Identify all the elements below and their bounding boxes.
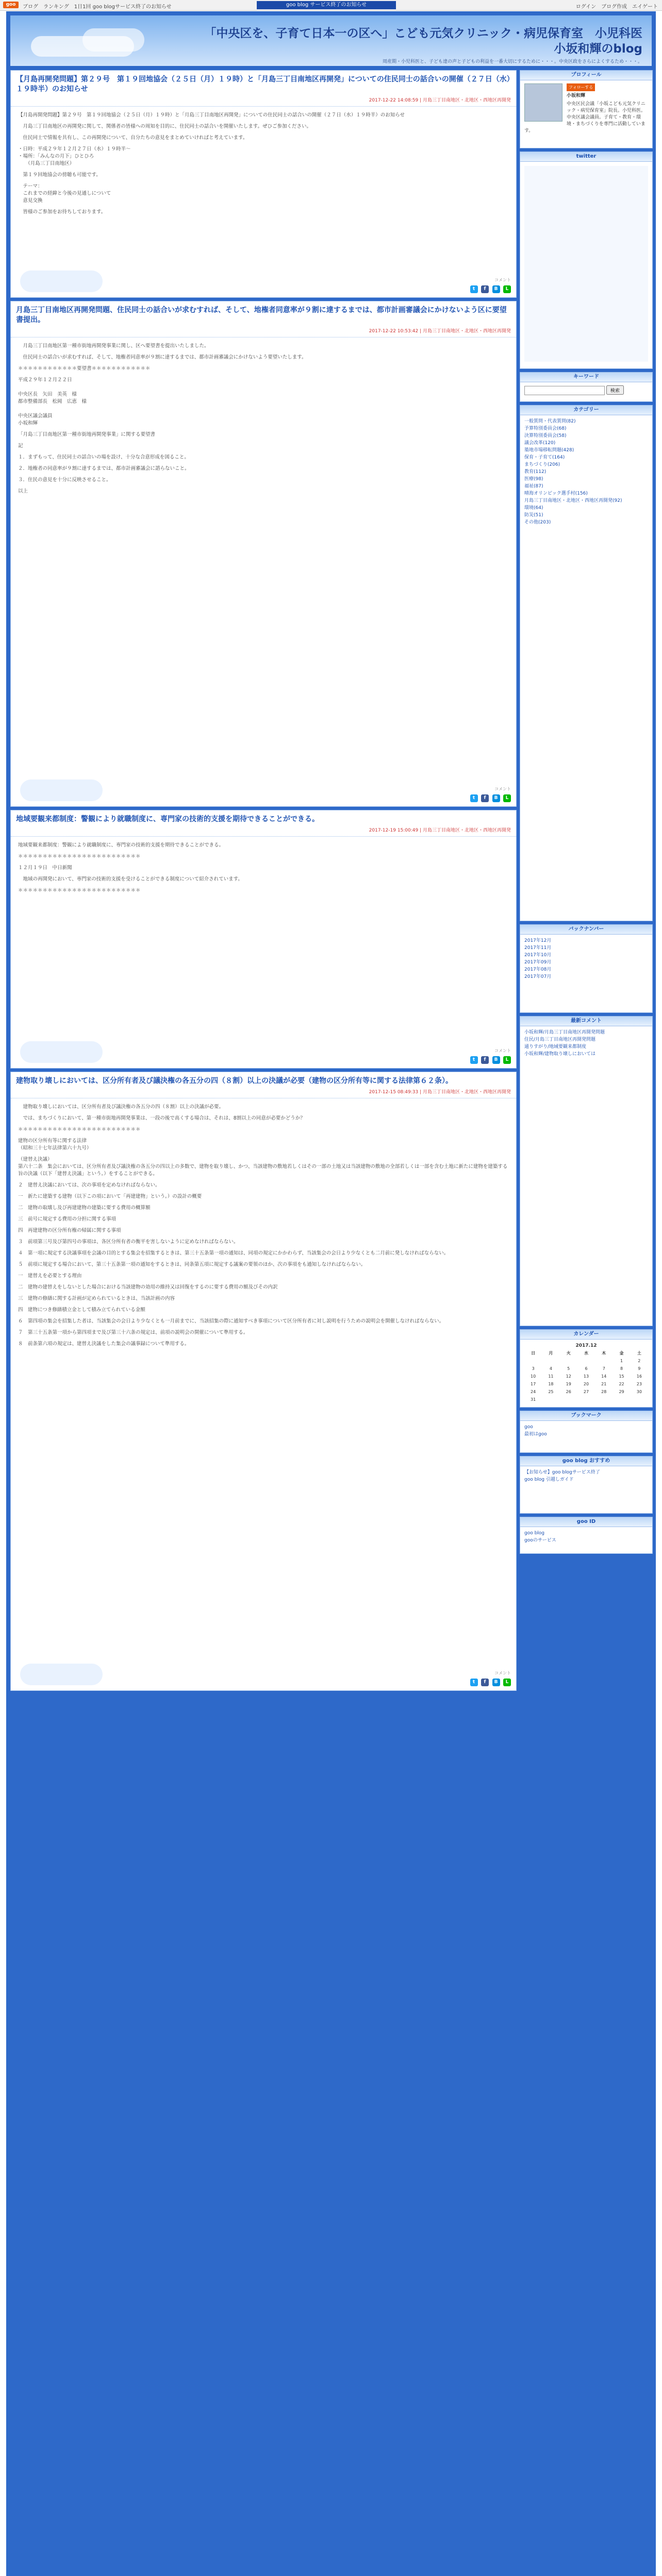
calendar-day[interactable]: 18 [548, 1382, 554, 1386]
comment-link[interactable]: コメント [494, 278, 511, 282]
goo-id-heading: goo ID [520, 1517, 652, 1527]
bookmark-box [520, 1411, 653, 1453]
category-link[interactable]: まちづくり(206) [524, 462, 560, 467]
line-share-icon[interactable]: L [503, 1679, 511, 1686]
entry-paragraph: ６ 第四項の集会を招集した者は、当該集会の会日より少なくとも一月前までに、当該招集の際に通知すべき事項について区分所有者に対し説明を行うための説明会を開催しなければならない。 [18, 1318, 444, 1324]
calendar-day[interactable]: 5 [567, 1366, 570, 1371]
calendar-weekday: 木 [602, 1351, 606, 1355]
entry-paragraph: 建物取り壊しにおいては、区分所有者及び議決権の各五分の四（８割）以上の決議が必要。 [18, 1104, 224, 1110]
calendar-day[interactable]: 15 [619, 1374, 624, 1379]
topbar-links[interactable]: ブログ ランキング 1日1回 goo blogサービス終了のお知らせ [23, 4, 172, 10]
goo-blog-box [520, 1456, 653, 1514]
entry-paragraph: ＊＊＊＊＊＊＊＊＊＊＊＊＊＊＊＊＊＊＊＊＊＊＊＊＊ [18, 1127, 141, 1132]
twitter-share-icon[interactable]: t [470, 1679, 478, 1686]
calendar-day[interactable]: 13 [583, 1374, 589, 1379]
calendar-day[interactable] [542, 1396, 559, 1403]
goo-blog-heading: goo blog おすすめ [520, 1456, 652, 1466]
calendar-day[interactable]: 28 [601, 1389, 607, 1394]
facebook-share-icon[interactable]: f [481, 1679, 489, 1686]
entry-paragraph: ＊＊＊＊＊＊＊＊＊＊＊＊＊＊＊＊＊＊＊＊＊＊＊＊＊ [18, 888, 141, 893]
category-link[interactable]: 予算特別委員会(68) [524, 426, 567, 431]
facebook-share-icon[interactable]: f [481, 1056, 489, 1064]
profile-heading: プロフィール [520, 71, 652, 80]
entry-title[interactable]: 地域要観来都制度：警観により就職制度に、専門家の技術的支援を期待できることができる。 [16, 815, 319, 823]
calendar-day[interactable]: 7 [602, 1366, 605, 1371]
blog-entry [10, 301, 517, 807]
calendar-day[interactable]: 10 [531, 1374, 536, 1379]
backnumber-list [524, 938, 648, 981]
calendar-day[interactable]: 26 [566, 1389, 571, 1394]
profile-text: 中央区民会議「小坂こども元気クリニック・病児保育室」院長。小児科医。中央区議会議員。子育て・教育・環境・まちづくりを専門に活動しています。 [524, 101, 646, 133]
header-cloud [82, 28, 144, 52]
entry-body [11, 107, 516, 225]
calendar-day[interactable]: 1 [620, 1359, 623, 1363]
calendar-day[interactable]: 29 [619, 1389, 624, 1394]
recent-comment-link[interactable]: 住民/月島三丁目南地区再開発問題 [524, 1037, 596, 1042]
category-list [524, 418, 648, 527]
recent-comments-box [520, 1016, 653, 1326]
entry-paragraph: 一 新たに建築する建物（以下この項において「再建建物」という。）の設計の概要 [18, 1194, 202, 1199]
backnumber-link[interactable]: 2017年10月 [524, 953, 552, 958]
calendar-day[interactable]: 23 [636, 1382, 642, 1386]
calendar-week [524, 1372, 648, 1380]
calendar-day[interactable]: 9 [638, 1366, 641, 1371]
entry-paragraph: ＊＊＊＊＊＊＊＊＊＊＊＊要望書＊＊＊＊＊＊＊＊＊＊＊＊ [18, 366, 151, 371]
entry-paragraph: １．まずもって、住民同士の話合いの場を設け、十分な合意形成を図ること。 [18, 454, 189, 460]
entry-body [11, 1098, 516, 1357]
entry-date-category[interactable]: 2017-12-22 10:53:42 | 月島三丁目南地区・北地区・西地区再開発 [369, 329, 511, 334]
entry-paragraph: ・日時：平成２９年１２月２７日（水）１９時半〜 ・場所：「みんなの月下」ひとひろ （月島三丁目南地区） [18, 146, 131, 166]
calendar-day[interactable] [613, 1396, 630, 1403]
calendar-day[interactable]: 21 [601, 1382, 607, 1386]
recent-comments-heading: 最新コメント [520, 1016, 652, 1026]
line-share-icon[interactable]: L [503, 794, 511, 802]
calendar-day[interactable]: 31 [531, 1397, 536, 1402]
backnumber-link[interactable]: 2017年08月 [524, 967, 552, 972]
entry-paragraph: 皆様のご参加をお待ちしております。 [18, 209, 106, 215]
recent-comment-link[interactable]: 小坂和輝/月島三丁目南地区再開発問題 [524, 1030, 605, 1035]
entry-title[interactable]: 月島三丁目南地区再開発問題、住民同士の話合いが求むすれば、そして、地権者同意率が９割に達するまでは、都市計画審議会にかけないよう区に要望書提出。 [16, 306, 507, 324]
entry-header [11, 71, 516, 107]
calendar-day[interactable] [542, 1357, 559, 1365]
entry-paragraph: 「月島三丁目南地区第一種市街地再開発事業」に関する要望書 [18, 432, 156, 437]
category-link[interactable]: 一般質問・代表質問(82) [524, 419, 576, 424]
hatena-bookmark-icon[interactable]: B [492, 794, 500, 802]
calendar-weekday: 水 [584, 1351, 588, 1355]
entry-paragraph: ２ 建替え決議においては、次の事項を定めなければならない。 [18, 1182, 160, 1188]
backnumber-heading: バックナンバー [520, 925, 652, 935]
entry-title[interactable]: 建物取り壊しにおいては、区分所有者及び議決権の各五分の四（８割）以上の決議が必要（建物の区分所有等に関する法律第６２条）。 [16, 1077, 453, 1085]
entry-paragraph: ３ 前項第三号及び第四号の事項は、各区分所有者の衡平を害しないように定めなければならない。 [18, 1239, 239, 1245]
entry-paragraph: （建替え決議） 第六十二条 集会においては、区分所有者及び議決権の各五分の四以上の多数で、建物を取り壊し、かつ、当該建物の敷地若しくはその一部の土地又は当該建物の敷地の全部若しくは一部を含む土地に新たに建物を建築する旨の決議（以下「建替え決議」という。）をすることができる。 [18, 1157, 508, 1177]
entry-date-category[interactable]: 2017-12-22 14:08:59 | 月島三丁目南地区・北地区・西地区再開発 [369, 98, 511, 103]
goo-blog-list [524, 1469, 648, 1484]
category-box [520, 405, 653, 921]
category-link[interactable]: 築地市場移転問題(428) [524, 448, 574, 453]
topbar-right-links[interactable]: ログイン ブログ作成 エイゲート [575, 4, 658, 10]
calendar-day[interactable] [524, 1357, 542, 1365]
entry-title[interactable]: 【月島再開発問題】第２９号 第１９回地協会（２５日（月）１９時）と「月島三丁目南地区再開発」についての住民同士の話合いの開催（２７日（水）１９時半）のお知らせ [16, 75, 510, 93]
category-link[interactable]: 晴海オリンピック選手村(156) [524, 491, 588, 496]
calendar-day[interactable]: 27 [583, 1389, 589, 1394]
topbar-notice[interactable]: goo blog サービス終了のお知らせ [257, 1, 396, 9]
blog-description: 周産期・小児科医と、子ども達の声と子どもの利益を一番大切にするために・・・。中央区政をさらによくするため・・・。 [382, 59, 642, 64]
entry-paragraph: ３．住民の意見を十分に反映させること。 [18, 477, 111, 483]
entry-cloud-decoration [20, 1664, 103, 1685]
blog-entry [10, 70, 517, 298]
entry-date-category[interactable]: 2017-12-19 15:00:49 | 月島三丁目南地区・北地区・西地区再開発 [369, 828, 511, 833]
calendar-day[interactable]: 30 [636, 1389, 642, 1394]
entry-paragraph: 四 建物につき修繕積立金として積み立てられている金額 [18, 1307, 145, 1313]
entry-paragraph: 月島三丁目南地区の再開発に関して、関係者の皆様への周知を目的に、住民同士の話合いを開催いたします。ぜひご参加ください。 [18, 124, 312, 129]
entry-paragraph: １２月１９日 中日新聞 [18, 865, 72, 871]
comment-link[interactable]: コメント [494, 1048, 511, 1053]
calendar-day[interactable] [577, 1396, 595, 1403]
category-link[interactable]: 医療(98) [524, 477, 543, 482]
profile-box [520, 70, 653, 148]
entry-paragraph: テーマ： これまでの経緯と今後の見通しについて 意見交換 [23, 183, 111, 204]
calendar-weekday: 金 [619, 1351, 624, 1355]
calendar-week [524, 1380, 648, 1388]
calendar-day[interactable]: 25 [548, 1389, 554, 1394]
goo-id-list [524, 1530, 648, 1545]
calendar-week [524, 1365, 648, 1372]
entry-paragraph: ７ 第三十五条第一項から第四項まで及び第三十六条の規定は、前項の説明会の開催について準用する。 [18, 1330, 249, 1335]
entry-paragraph: 二 建物の取壊し及び再建建物の建築に要する費用の概算額 [18, 1205, 151, 1211]
entry-paragraph: 第１９回地協会の傍聴も可能です。 [18, 172, 101, 178]
calendar-weekday: 火 [566, 1351, 571, 1355]
entry-header [11, 810, 516, 837]
calendar-day[interactable]: 22 [619, 1382, 624, 1386]
calendar-day[interactable]: 3 [532, 1366, 535, 1371]
hatena-bookmark-icon[interactable]: B [492, 1679, 500, 1686]
recent-comment-link[interactable]: 通りすがり/地域要観来都制度 [524, 1044, 587, 1049]
comment-link[interactable]: コメント [494, 1671, 511, 1675]
blog-title-line2[interactable]: 小坂和輝のblog [554, 42, 642, 56]
calendar-day[interactable]: 4 [549, 1366, 552, 1371]
entry-cloud-decoration [20, 270, 103, 292]
calendar-box [520, 1329, 653, 1408]
goo-blog-link[interactable]: goo blog 引越しガイド [524, 1477, 574, 1482]
calendar-day[interactable]: 6 [585, 1366, 588, 1371]
goo-id-link[interactable]: gooのサービス [524, 1538, 556, 1543]
entry-header [11, 1072, 516, 1098]
share-buttons [469, 285, 511, 293]
twitter-share-icon[interactable]: t [470, 285, 478, 293]
search-button[interactable]: 検索 [606, 385, 624, 395]
entry-date-category[interactable]: 2017-12-15 08:49:33 | 月島三丁目南地区・北地区・西地区再開発 [369, 1090, 511, 1095]
follow-button[interactable]: フォローする [567, 83, 595, 91]
category-link[interactable]: 保育・子育て(164) [524, 455, 565, 460]
page-frame [6, 11, 656, 2576]
calendar-day[interactable]: 14 [601, 1374, 607, 1379]
facebook-share-icon[interactable]: f [481, 794, 489, 802]
calendar-day[interactable] [595, 1396, 613, 1403]
twitter-box [520, 151, 653, 369]
category-link[interactable]: 防災(51) [524, 513, 543, 518]
calendar-day[interactable]: 17 [531, 1382, 536, 1386]
calendar-day[interactable] [560, 1357, 577, 1365]
category-link[interactable]: 環境(64) [524, 505, 543, 511]
twitter-share-icon[interactable]: t [470, 794, 478, 802]
calendar-day[interactable]: 24 [531, 1389, 536, 1394]
bookmark-link[interactable]: 最初はgoo [524, 1432, 547, 1437]
comment-link[interactable]: コメント [494, 787, 511, 791]
hatena-bookmark-icon[interactable]: B [492, 285, 500, 293]
entry-paragraph: 月島三丁目南地区第一種市街地再開発事業に関し、区へ要望書を提出いたしました。 [18, 343, 209, 349]
goo-blog-link[interactable]: 【お知らせ】goo blogサービス終了 [524, 1470, 600, 1475]
blog-entry [10, 810, 517, 1069]
entry-paragraph: ２．地権者の同意率が９割に達するまでは、都市計画審議会に諮らないこと。 [18, 466, 190, 471]
category-link[interactable]: 月島三丁目南地区・北地区・西地区再開発(92) [524, 498, 622, 503]
blog-title[interactable] [204, 26, 642, 57]
goo-id-box [520, 1517, 653, 1554]
bookmark-link[interactable]: goo [524, 1425, 533, 1430]
entry-paragraph: ５ 前項に規定する場合において、第三十五条第一項の通知をするときは、同条第五項に規定する議案の要領のほか、次の事項をも通知しなければならない。 [18, 1262, 366, 1267]
entry-paragraph: 地域要観来都制度：警観により就職制度に、専門家の技術的支援を期待できることができる。 [18, 842, 224, 848]
entry-paragraph: 三 建物の修繕に関する計画が定められているときは、当該計画の内容 [18, 1296, 175, 1301]
calendar-day[interactable] [595, 1357, 613, 1365]
share-buttons [469, 794, 511, 802]
entry-paragraph: 住民同士で情報を共有し、この再開発について、自分たちの意見をまとめていければと考えています。 [18, 135, 248, 141]
calendar-heading: カレンダー [520, 1330, 652, 1340]
goo-topbar [0, 0, 662, 11]
entry-paragraph: では、まちづくりにおいて、第一種市街地再開発事業は、一段の後で高くする場合は、それは、8割以上の同意が必要かどうか？ [18, 1115, 305, 1121]
bookmark-list [524, 1424, 648, 1438]
recent-comment-link[interactable]: 小坂和輝/建物取り壊しにおいては [524, 1052, 596, 1057]
calendar-day[interactable]: 11 [548, 1374, 554, 1379]
entry-paragraph: 【月島再開発問題】第２９号 第１９回地協会（２５日（月）１９時）と「月島三丁目南地区再開発」についての住民同士の話合いの開催（２７日（水）１９時半）のお知らせ [18, 112, 405, 118]
calendar-weekday: 日 [531, 1351, 536, 1355]
calendar-week [524, 1388, 648, 1396]
calendar-week [524, 1396, 648, 1403]
entry-paragraph: 一 建替えを必要とする理由 [18, 1273, 82, 1279]
calendar-table [524, 1349, 648, 1403]
search-heading: キーワード [520, 372, 652, 382]
entry-paragraph: 住民同士の話合いが求むすれば、そして、地権者同意率が９割に達するまでは、都市計画審議会にかけないよう要望いたします。 [18, 354, 307, 360]
entry-cloud-decoration [20, 779, 103, 801]
entry-paragraph: 二 建物の建替えをしないとした場合における当該建物の効用の維持又は回復をするのに要する費用の額及びその内訳 [18, 1284, 278, 1290]
category-link[interactable]: 決算特別委員会(58) [524, 433, 567, 438]
search-input[interactable] [524, 386, 605, 395]
entry-paragraph: 地域の再開発において、専門家の技術的支援を受けることができる制度について紹介されています。 [18, 876, 243, 882]
backnumber-link[interactable]: 2017年12月 [524, 938, 552, 943]
calendar-day[interactable] [631, 1396, 648, 1403]
entry-paragraph: 以上 [18, 488, 28, 494]
recent-comments-list [524, 1029, 648, 1058]
entry-header [11, 301, 516, 337]
blog-header [10, 15, 652, 66]
blog-entry [10, 1072, 517, 1691]
entry-paragraph: 記 [18, 443, 23, 449]
category-link[interactable]: 議会改革(120) [524, 440, 556, 446]
calendar-weekday: 月 [549, 1351, 553, 1355]
entry-body [11, 837, 516, 904]
backnumber-box [520, 924, 653, 1013]
category-link[interactable]: その他(203) [524, 520, 551, 525]
entry-paragraph: 平成２９年１２月２２日 中央区長 矢田 美英 様 都市整備部長 松岡 広恵 様 中央区議会議員 小坂和輝 [18, 377, 87, 426]
calendar-month: 2017.12 [575, 1343, 597, 1348]
calendar-week [524, 1357, 648, 1365]
backnumber-link[interactable]: 2017年09月 [524, 960, 552, 965]
entry-paragraph: ＊＊＊＊＊＊＊＊＊＊＊＊＊＊＊＊＊＊＊＊＊＊＊＊＊ [18, 854, 141, 859]
entry-cloud-decoration [20, 1041, 103, 1063]
entry-paragraph: 四 再建建物の区分所有権の帰属に関する事項 [18, 1228, 121, 1233]
search-box [520, 372, 653, 402]
category-heading: カテゴリー [520, 405, 652, 415]
backnumber-link[interactable]: 2017年11月 [524, 945, 552, 951]
profile-name[interactable]: 小坂和輝 [567, 93, 586, 98]
entry-paragraph: ８ 前条第六項の規定は、建替え決議をした集会の議事録について準用する。 [18, 1341, 190, 1347]
calendar-day[interactable]: 16 [636, 1374, 642, 1379]
calendar-day[interactable]: 19 [566, 1382, 571, 1386]
calendar-day[interactable] [577, 1357, 595, 1365]
entry-paragraph: ４ 第一項に規定する決議事項を会議の目的とする集会を招集するときは、第三十五条第一項の通知は、同項の規定にかかわらず、当該集会の会日より少なくとも二月前に発しなければならない。 [18, 1250, 449, 1256]
hatena-bookmark-icon[interactable]: B [492, 1056, 500, 1064]
entry-paragraph: 建物の区分所有等に関する法律 （昭和三十七年法律第六十九号） [18, 1138, 92, 1151]
backnumber-link[interactable]: 2017年07月 [524, 974, 552, 979]
calendar-day[interactable]: 8 [620, 1366, 623, 1371]
calendar-day[interactable]: 2 [638, 1359, 641, 1363]
twitter-heading: twitter [520, 152, 652, 162]
goo-id-link[interactable]: goo blog [524, 1531, 545, 1536]
blog-title-line1[interactable]: 「中央区を、子育て日本一の区へ」こども元気クリニック・病児保育室 小児科医 [204, 27, 642, 40]
profile-avatar[interactable] [524, 83, 562, 122]
twitter-timeline[interactable] [524, 166, 648, 362]
facebook-share-icon[interactable]: f [481, 285, 489, 293]
line-share-icon[interactable]: L [503, 285, 511, 293]
category-link[interactable]: 福祉(87) [524, 484, 543, 489]
calendar-day[interactable] [560, 1396, 577, 1403]
calendar-day[interactable]: 12 [566, 1374, 571, 1379]
calendar-weekday: 土 [637, 1351, 641, 1355]
line-share-icon[interactable]: L [503, 1056, 511, 1064]
entry-paragraph: 三 前号に規定する費用の分担に関する事項 [18, 1216, 117, 1222]
calendar-day[interactable]: 20 [583, 1382, 589, 1386]
share-buttons [469, 1056, 511, 1064]
share-buttons [469, 1678, 511, 1686]
twitter-share-icon[interactable]: t [470, 1056, 478, 1064]
bookmark-heading: ブックマーク [520, 1411, 652, 1421]
category-link[interactable]: 教育(112) [524, 469, 547, 474]
goo-logo[interactable]: goo [3, 2, 19, 8]
entry-body [11, 337, 516, 504]
